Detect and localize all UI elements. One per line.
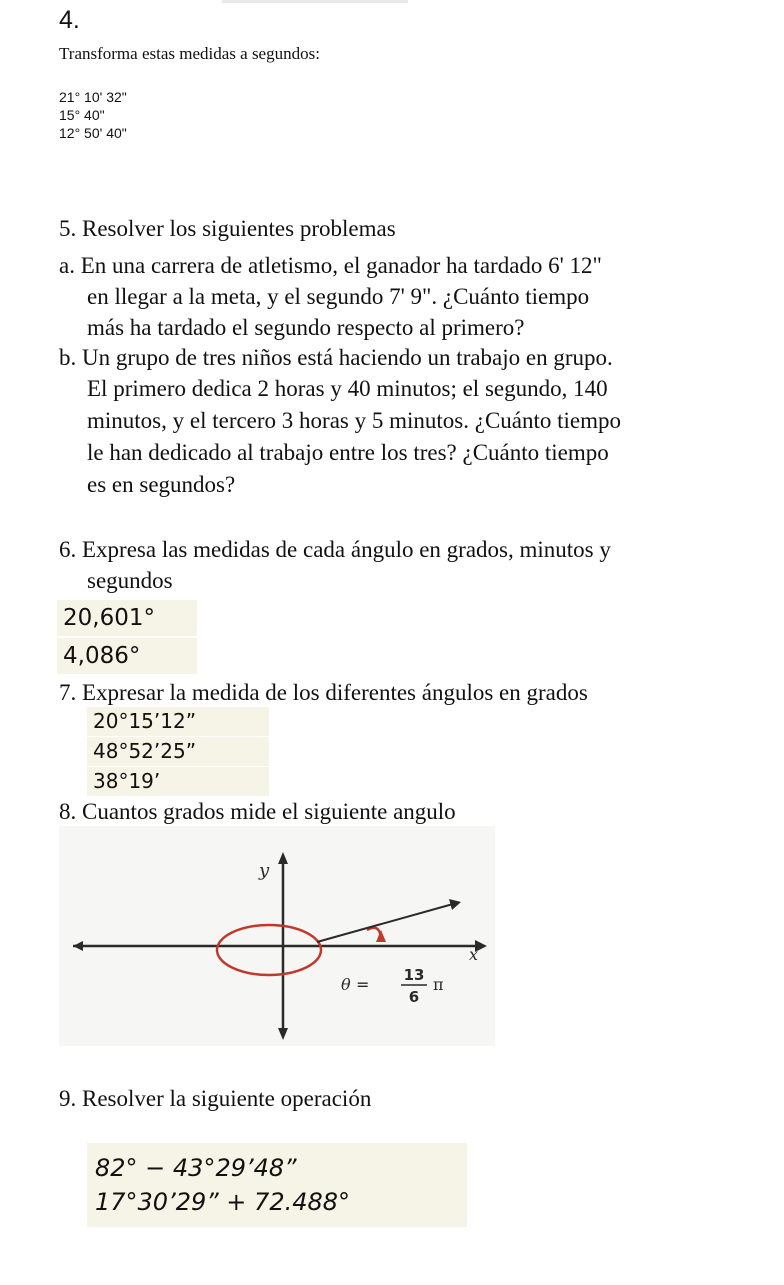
- rotation-arc: [217, 925, 321, 975]
- q7-value-1: 20°15’12”: [87, 707, 269, 736]
- arc-arrowhead: [376, 930, 386, 942]
- fraction-numerator: 13: [403, 966, 425, 984]
- angle-figure: [59, 826, 495, 1046]
- q5-a-line-2: en llegar a la meta, y el segundo 7' 9". ¿Cuánto tiempo: [87, 284, 590, 309]
- ray-arrowhead: [449, 899, 461, 910]
- q5-title: 5. Resolver los siguientes problemas: [59, 216, 396, 241]
- angle-diagram: [59, 826, 495, 1046]
- q7-value-3: 38°19’: [87, 767, 269, 796]
- q5-a-line-1: a. En una carrera de atletismo, el ganador ha tardado 6' 12": [59, 253, 602, 278]
- q7-value-2: 48°52’25”: [87, 737, 269, 766]
- fraction-denominator: 6: [408, 988, 420, 1006]
- terminal-ray: [317, 904, 453, 942]
- q4-item-1: 21° 10' 32": [59, 89, 127, 105]
- q5-b-line-5: es en segundos?: [87, 472, 236, 497]
- y-axis-up-arrow: [278, 852, 288, 864]
- q4-number: 4.: [59, 6, 80, 34]
- q9-operation-line-2: 17°30’29” + 72.488°: [95, 1188, 351, 1216]
- q6-title-line-1: 6. Expresa las medidas de cada ángulo en grados, minutos y: [59, 537, 611, 562]
- x-axis-left-arrow: [73, 941, 83, 951]
- q6-value-1: 20,601°: [57, 600, 197, 636]
- q5-a-line-3: más ha tardado el segundo respecto al primero?: [87, 315, 525, 340]
- top-divider: [222, 0, 408, 3]
- theta-symbol: θ: [341, 975, 351, 994]
- q5-b-line-1: b. Un grupo de tres niños está haciendo un trabajo en grupo.: [59, 345, 613, 370]
- q9-title: 9. Resolver la siguiente operación: [59, 1086, 372, 1111]
- equals-sign: =: [356, 975, 370, 994]
- pi-symbol: π: [433, 975, 444, 994]
- q9-operation-box: [87, 1143, 467, 1227]
- q6-title-line-2: segundos: [87, 568, 173, 593]
- y-axis-down-arrow: [278, 1028, 288, 1040]
- y-axis-label: y: [259, 860, 270, 881]
- q5-b-line-3: minutos, y el tercero 3 horas y 5 minutos. ¿Cuánto tiempo: [87, 408, 622, 433]
- x-axis-label: x: [469, 945, 479, 964]
- q6-value-2: 4,086°: [57, 638, 197, 674]
- q4-item-2: 15° 40": [59, 107, 105, 123]
- q7-title: 7. Expresar la medida de los diferentes ángulos en grados: [59, 680, 588, 705]
- q8-title: 8. Cuantos grados mide el siguiente angulo: [59, 799, 456, 824]
- q9-operation-line-1: 82° − 43°29’48”: [95, 1154, 297, 1182]
- q5-b-line-2: El primero dedica 2 horas y 40 minutos; el segundo, 140: [87, 376, 608, 401]
- q5-b-line-4: le han dedicado al trabajo entre los tres? ¿Cuánto tiempo: [87, 440, 609, 465]
- q4-item-3: 12° 50' 40": [59, 125, 127, 141]
- q4-instruction: Transforma estas medidas a segundos:: [59, 44, 320, 63]
